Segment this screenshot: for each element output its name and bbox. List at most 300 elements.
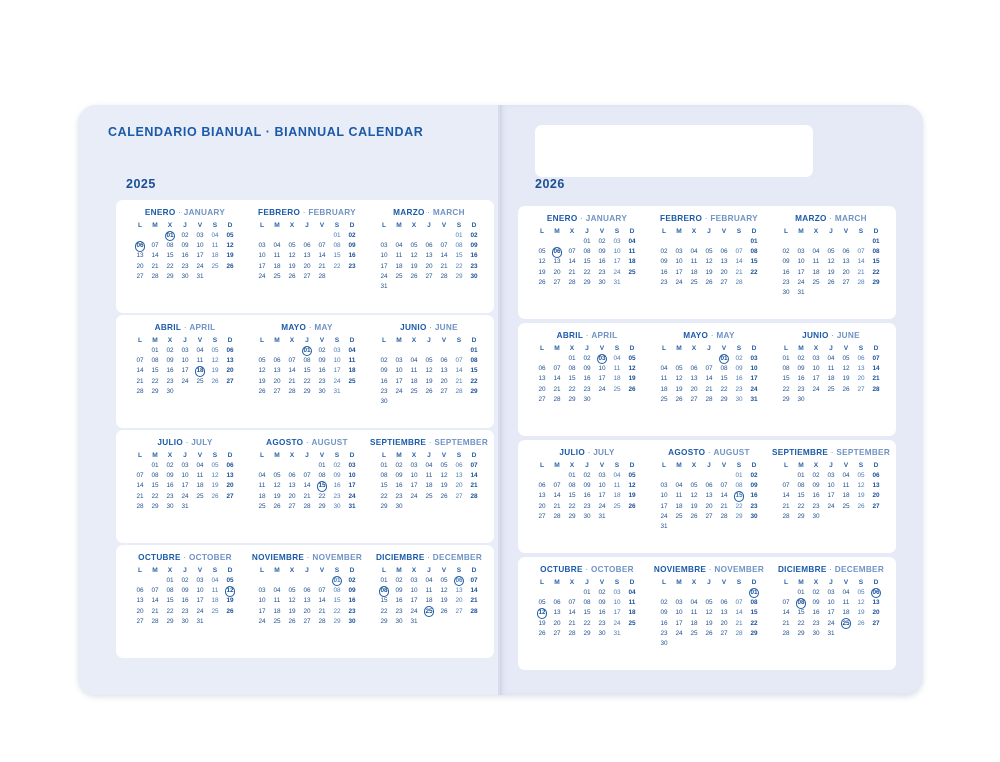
day-cell[interactable]: 09	[166, 472, 174, 480]
day-cell[interactable]: 18	[827, 375, 835, 383]
day-cell[interactable]: 16	[181, 597, 189, 605]
day-cell[interactable]: 07	[782, 599, 790, 607]
day-cell[interactable]: 03	[613, 589, 621, 596]
day-cell[interactable]: 13	[553, 609, 561, 617]
day-cell[interactable]: 13	[455, 587, 463, 595]
day-cell[interactable]: 10	[380, 252, 388, 260]
day-cell[interactable]: 25	[196, 492, 204, 500]
day-cell[interactable]: 29	[583, 278, 591, 286]
day-cell[interactable]: 20	[857, 375, 865, 383]
day-cell[interactable]: 11	[258, 482, 266, 490]
day-cell[interactable]: 18	[660, 385, 668, 393]
day-cell[interactable]: 22	[797, 502, 805, 510]
day-cell[interactable]: 01	[797, 589, 805, 596]
day-cell[interactable]: 26	[410, 272, 418, 280]
day-cell[interactable]: 01	[380, 462, 388, 469]
day-cell[interactable]: 25	[273, 272, 281, 280]
day-cell[interactable]: 29	[303, 387, 311, 395]
day-cell[interactable]: 01	[333, 232, 341, 239]
day-cell[interactable]: 24	[598, 385, 606, 393]
day-cell[interactable]: 06	[452, 576, 467, 586]
day-cell[interactable]: 02	[750, 472, 758, 479]
day-cell[interactable]: 24	[196, 262, 204, 270]
day-cell[interactable]: 28	[568, 278, 576, 286]
day-cell[interactable]: 25	[211, 262, 219, 270]
day-cell[interactable]: 07	[705, 365, 713, 373]
day-cell[interactable]: 16	[583, 492, 591, 500]
day-cell[interactable]: 28	[553, 512, 561, 520]
day-cell[interactable]: 21	[303, 492, 311, 500]
day-cell[interactable]: 21	[568, 268, 576, 276]
day-cell[interactable]: 08	[735, 482, 743, 490]
day-cell[interactable]: 21	[440, 262, 448, 270]
day-cell[interactable]: 05	[288, 242, 296, 250]
day-cell[interactable]: 01	[735, 472, 743, 479]
day-cell[interactable]: 31	[613, 629, 621, 637]
day-cell[interactable]: 11	[827, 365, 835, 373]
day-cell[interactable]: 19	[827, 268, 835, 276]
day-cell[interactable]: 10	[827, 482, 835, 490]
day-cell[interactable]: 15	[380, 482, 388, 490]
day-cell[interactable]: 10	[181, 357, 189, 365]
day-cell[interactable]: 05	[538, 599, 546, 607]
day-cell[interactable]: 10	[258, 252, 266, 260]
day-cell[interactable]: 02	[318, 347, 326, 354]
day-cell[interactable]: 14	[568, 609, 576, 617]
day-cell[interactable]: 13	[690, 375, 698, 383]
day-cell[interactable]: 22	[166, 262, 174, 270]
day-cell[interactable]: 11	[395, 252, 403, 260]
day-cell[interactable]: 18	[425, 482, 433, 490]
day-cell[interactable]: 15	[732, 491, 747, 501]
day-cell[interactable]: 02	[181, 577, 189, 584]
day-cell[interactable]: 19	[440, 482, 448, 490]
day-cell[interactable]: 26	[538, 629, 546, 637]
day-cell[interactable]: 31	[660, 522, 668, 530]
day-cell[interactable]: 28	[288, 387, 296, 395]
day-cell[interactable]: 16	[735, 375, 743, 383]
day-cell[interactable]: 17	[797, 268, 805, 276]
day-cell[interactable]: 11	[211, 242, 219, 250]
day-cell[interactable]: 11	[660, 375, 668, 383]
day-cell[interactable]: 12	[288, 252, 296, 260]
day-cell[interactable]: 22	[151, 492, 159, 500]
day-cell[interactable]: 07	[151, 587, 159, 595]
day-cell[interactable]: 11	[842, 599, 850, 607]
day-cell[interactable]: 29	[720, 395, 728, 403]
day-cell[interactable]: 10	[660, 492, 668, 500]
day-cell[interactable]: 25	[196, 377, 204, 385]
day-cell[interactable]: 19	[226, 252, 234, 260]
day-cell[interactable]: 12	[842, 365, 850, 373]
day-cell[interactable]: 20	[273, 377, 281, 385]
day-cell[interactable]: 24	[348, 492, 356, 500]
day-cell[interactable]: 25	[628, 268, 636, 276]
day-cell[interactable]: 24	[181, 492, 189, 500]
day-cell[interactable]: 19	[842, 375, 850, 383]
day-cell[interactable]: 12	[226, 242, 234, 250]
day-cell[interactable]: 25	[410, 387, 418, 395]
day-cell[interactable]: 29	[380, 502, 388, 510]
day-cell[interactable]: 23	[660, 629, 668, 637]
day-cell[interactable]: 30	[583, 512, 591, 520]
day-cell[interactable]: 18	[690, 619, 698, 627]
day-cell[interactable]: 11	[425, 587, 433, 595]
day-cell[interactable]: 26	[628, 502, 636, 510]
day-cell[interactable]: 26	[273, 502, 281, 510]
day-cell[interactable]: 26	[211, 492, 219, 500]
day-cell[interactable]: 22	[583, 619, 591, 627]
day-cell[interactable]: 15	[720, 375, 728, 383]
day-cell[interactable]: 16	[318, 367, 326, 375]
day-cell[interactable]: 29	[470, 387, 478, 395]
day-cell[interactable]: 04	[827, 355, 835, 362]
day-cell[interactable]: 25	[690, 278, 698, 286]
day-cell[interactable]: 03	[598, 472, 606, 479]
day-cell[interactable]: 20	[226, 367, 234, 375]
day-cell[interactable]: 13	[136, 252, 144, 260]
day-cell[interactable]: 01	[583, 589, 591, 596]
day-cell[interactable]: 20	[553, 619, 561, 627]
day-cell[interactable]: 18	[193, 366, 208, 376]
day-cell[interactable]: 18	[690, 268, 698, 276]
day-cell[interactable]: 05	[226, 232, 234, 239]
day-cell[interactable]: 13	[857, 365, 865, 373]
day-cell[interactable]: 17	[827, 492, 835, 500]
day-cell[interactable]: 11	[628, 599, 636, 607]
day-cell[interactable]: 17	[675, 268, 683, 276]
day-cell[interactable]: 24	[675, 278, 683, 286]
day-cell[interactable]: 11	[628, 248, 636, 256]
day-cell[interactable]: 01	[568, 355, 576, 362]
day-cell[interactable]: 21	[553, 385, 561, 393]
day-cell[interactable]: 27	[705, 512, 713, 520]
day-cell[interactable]: 15	[797, 609, 805, 617]
day-cell[interactable]: 24	[258, 617, 266, 625]
day-cell[interactable]: 24	[750, 385, 758, 393]
day-cell[interactable]: 02	[735, 355, 743, 362]
day-cell[interactable]: 26	[857, 619, 865, 627]
day-cell[interactable]: 28	[735, 629, 743, 637]
day-cell[interactable]: 15	[333, 597, 341, 605]
day-cell[interactable]: 02	[812, 472, 820, 479]
day-cell[interactable]: 07	[720, 482, 728, 490]
day-cell[interactable]: 06	[425, 242, 433, 250]
day-cell[interactable]: 03	[410, 462, 418, 469]
day-cell[interactable]: 29	[380, 617, 388, 625]
day-cell[interactable]: 13	[273, 367, 281, 375]
day-cell[interactable]: 30	[166, 387, 174, 395]
day-cell[interactable]: 09	[395, 587, 403, 595]
day-cell[interactable]: 02	[782, 248, 790, 256]
day-cell[interactable]: 06	[273, 357, 281, 365]
day-cell[interactable]: 22	[380, 492, 388, 500]
day-cell[interactable]: 17	[410, 597, 418, 605]
day-cell[interactable]: 03	[348, 462, 356, 469]
day-cell[interactable]: 08	[333, 242, 341, 250]
day-cell[interactable]: 17	[613, 258, 621, 266]
day-cell[interactable]: 13	[288, 482, 296, 490]
day-cell[interactable]: 07	[318, 587, 326, 595]
day-cell[interactable]: 25	[348, 377, 356, 385]
day-cell[interactable]: 19	[705, 619, 713, 627]
day-cell[interactable]: 20	[720, 619, 728, 627]
day-cell[interactable]: 23	[181, 262, 189, 270]
day-cell[interactable]: 07	[151, 242, 159, 250]
day-cell[interactable]: 06	[440, 357, 448, 365]
day-cell[interactable]: 17	[675, 619, 683, 627]
day-cell[interactable]: 26	[705, 629, 713, 637]
day-cell[interactable]: 27	[303, 617, 311, 625]
day-cell[interactable]: 15	[470, 367, 478, 375]
day-cell[interactable]: 17	[181, 482, 189, 490]
day-cell[interactable]: 15	[750, 609, 758, 617]
day-cell[interactable]: 17	[380, 262, 388, 270]
day-cell[interactable]: 29	[782, 395, 790, 403]
day-cell[interactable]: 08	[583, 599, 591, 607]
day-cell[interactable]: 04	[348, 347, 356, 354]
day-cell[interactable]: 05	[628, 355, 636, 362]
day-cell[interactable]: 15	[333, 252, 341, 260]
day-cell[interactable]: 19	[857, 492, 865, 500]
day-cell[interactable]: 13	[226, 472, 234, 480]
day-cell[interactable]: 27	[872, 619, 880, 627]
day-cell[interactable]: 21	[151, 607, 159, 615]
day-cell[interactable]: 18	[425, 597, 433, 605]
day-cell[interactable]: 04	[628, 238, 636, 245]
day-cell[interactable]: 07	[470, 462, 478, 469]
day-cell[interactable]: 10	[181, 472, 189, 480]
day-cell[interactable]: 20	[136, 262, 144, 270]
day-cell[interactable]: 20	[538, 502, 546, 510]
day-cell[interactable]: 06	[720, 248, 728, 256]
day-cell[interactable]: 13	[705, 492, 713, 500]
day-cell[interactable]: 30	[166, 502, 174, 510]
day-cell[interactable]: 13	[553, 258, 561, 266]
day-cell[interactable]: 05	[425, 357, 433, 365]
day-cell[interactable]: 05	[410, 242, 418, 250]
day-cell[interactable]: 01	[330, 576, 345, 586]
day-cell[interactable]: 02	[470, 232, 478, 239]
day-cell[interactable]: 15	[583, 258, 591, 266]
day-cell[interactable]: 20	[690, 385, 698, 393]
day-cell[interactable]: 16	[166, 482, 174, 490]
day-cell[interactable]: 04	[211, 577, 219, 584]
day-cell[interactable]: 13	[425, 252, 433, 260]
day-cell[interactable]: 07	[136, 357, 144, 365]
day-cell[interactable]: 08	[303, 357, 311, 365]
day-cell[interactable]: 29	[735, 512, 743, 520]
day-cell[interactable]: 11	[273, 252, 281, 260]
day-cell[interactable]: 25	[425, 492, 433, 500]
day-cell[interactable]: 08	[750, 248, 758, 256]
day-cell[interactable]: 09	[750, 482, 758, 490]
day-cell[interactable]: 28	[857, 278, 865, 286]
day-cell[interactable]: 28	[553, 395, 561, 403]
day-cell[interactable]: 26	[288, 272, 296, 280]
day-cell[interactable]: 28	[318, 617, 326, 625]
day-cell[interactable]: 19	[690, 502, 698, 510]
day-cell[interactable]: 05	[258, 357, 266, 365]
day-cell[interactable]: 16	[660, 268, 668, 276]
day-cell[interactable]: 29	[166, 272, 174, 280]
day-cell[interactable]: 06	[136, 587, 144, 595]
day-cell[interactable]: 28	[720, 512, 728, 520]
day-cell[interactable]: 05	[440, 577, 448, 584]
day-cell[interactable]: 12	[211, 357, 219, 365]
day-cell[interactable]: 27	[553, 278, 561, 286]
day-cell[interactable]: 12	[705, 609, 713, 617]
day-cell[interactable]: 18	[273, 262, 281, 270]
day-cell[interactable]: 22	[470, 377, 478, 385]
day-cell[interactable]: 01	[380, 577, 388, 584]
day-cell[interactable]: 30	[812, 512, 820, 520]
day-cell[interactable]: 08	[333, 587, 341, 595]
day-cell[interactable]: 22	[797, 619, 805, 627]
day-cell[interactable]: 16	[166, 367, 174, 375]
day-cell[interactable]: 02	[166, 347, 174, 354]
day-cell[interactable]: 23	[583, 385, 591, 393]
day-cell[interactable]: 06	[538, 365, 546, 373]
day-cell[interactable]: 17	[395, 377, 403, 385]
day-cell[interactable]: 01	[455, 232, 463, 239]
day-cell[interactable]: 20	[226, 482, 234, 490]
day-cell[interactable]: 27	[872, 502, 880, 510]
day-cell[interactable]: 17	[613, 609, 621, 617]
day-cell[interactable]: 05	[705, 248, 713, 256]
day-cell[interactable]: 28	[872, 385, 880, 393]
day-cell[interactable]: 01	[151, 347, 159, 354]
day-cell[interactable]: 25	[273, 617, 281, 625]
day-cell[interactable]: 30	[395, 502, 403, 510]
day-cell[interactable]: 20	[425, 262, 433, 270]
day-cell[interactable]: 19	[628, 375, 636, 383]
day-cell[interactable]: 28	[151, 617, 159, 625]
notes-box[interactable]	[535, 125, 813, 177]
day-cell[interactable]: 23	[395, 607, 403, 615]
day-cell[interactable]: 12	[628, 365, 636, 373]
day-cell[interactable]: 05	[857, 589, 865, 596]
day-cell[interactable]: 02	[166, 462, 174, 469]
day-cell[interactable]: 13	[720, 609, 728, 617]
day-cell[interactable]: 04	[410, 357, 418, 365]
day-cell[interactable]: 24	[613, 268, 621, 276]
day-cell[interactable]: 29	[797, 629, 805, 637]
day-cell[interactable]: 15	[380, 597, 388, 605]
day-cell[interactable]: 05	[211, 462, 219, 469]
day-cell[interactable]: 12	[258, 367, 266, 375]
day-cell[interactable]: 30	[797, 395, 805, 403]
day-cell[interactable]: 04	[690, 248, 698, 256]
day-cell[interactable]: 09	[782, 258, 790, 266]
day-cell[interactable]: 26	[211, 377, 219, 385]
day-cell[interactable]: 22	[151, 377, 159, 385]
day-cell[interactable]: 24	[675, 629, 683, 637]
day-cell[interactable]: 29	[568, 512, 576, 520]
day-cell[interactable]: 19	[288, 262, 296, 270]
day-cell[interactable]: 27	[226, 377, 234, 385]
day-cell[interactable]: 30	[598, 629, 606, 637]
day-cell[interactable]: 14	[857, 258, 865, 266]
day-cell[interactable]: 26	[675, 395, 683, 403]
day-cell[interactable]: 02	[181, 232, 189, 239]
day-cell[interactable]: 03	[660, 482, 668, 490]
day-cell[interactable]: 16	[750, 492, 758, 500]
day-cell[interactable]: 06	[303, 242, 311, 250]
day-cell[interactable]: 15	[166, 597, 174, 605]
day-cell[interactable]: 22	[333, 607, 341, 615]
day-cell[interactable]: 02	[583, 472, 591, 479]
day-cell[interactable]: 09	[735, 365, 743, 373]
day-cell[interactable]: 08	[470, 357, 478, 365]
day-cell[interactable]: 22	[380, 607, 388, 615]
day-cell[interactable]: 20	[705, 502, 713, 510]
day-cell[interactable]: 06	[842, 248, 850, 256]
day-cell[interactable]: 21	[782, 502, 790, 510]
day-cell[interactable]: 11	[273, 597, 281, 605]
day-cell[interactable]: 26	[226, 262, 234, 270]
day-cell[interactable]: 05	[675, 365, 683, 373]
day-cell[interactable]: 26	[440, 607, 448, 615]
day-cell[interactable]: 07	[553, 365, 561, 373]
day-cell[interactable]: 27	[842, 278, 850, 286]
day-cell[interactable]: 16	[812, 492, 820, 500]
day-cell[interactable]: 17	[258, 607, 266, 615]
day-cell[interactable]: 28	[470, 607, 478, 615]
day-cell[interactable]: 07	[303, 472, 311, 480]
day-cell[interactable]: 19	[211, 367, 219, 375]
day-cell[interactable]: 11	[410, 367, 418, 375]
day-cell[interactable]: 18	[348, 367, 356, 375]
day-cell[interactable]: 04	[211, 232, 219, 239]
day-cell[interactable]: 12	[705, 258, 713, 266]
day-cell[interactable]: 16	[660, 619, 668, 627]
day-cell[interactable]: 28	[136, 387, 144, 395]
day-cell[interactable]: 27	[136, 617, 144, 625]
day-cell[interactable]: 10	[613, 599, 621, 607]
day-cell[interactable]: 05	[226, 577, 234, 584]
day-cell[interactable]: 25	[613, 502, 621, 510]
day-cell[interactable]: 28	[440, 272, 448, 280]
day-cell[interactable]: 23	[812, 502, 820, 510]
day-cell[interactable]: 27	[720, 629, 728, 637]
day-cell[interactable]: 02	[812, 589, 820, 596]
day-cell[interactable]: 29	[872, 278, 880, 286]
day-cell[interactable]: 21	[136, 492, 144, 500]
day-cell[interactable]: 27	[226, 492, 234, 500]
day-cell[interactable]: 20	[553, 268, 561, 276]
day-cell[interactable]: 09	[318, 357, 326, 365]
day-cell[interactable]: 22	[735, 502, 743, 510]
day-cell[interactable]: 03	[595, 354, 610, 364]
day-cell[interactable]: 13	[303, 252, 311, 260]
day-cell[interactable]: 14	[553, 492, 561, 500]
day-cell[interactable]: 25	[660, 395, 668, 403]
day-cell[interactable]: 26	[440, 492, 448, 500]
day-cell[interactable]: 12	[440, 587, 448, 595]
day-cell[interactable]: 03	[613, 238, 621, 245]
day-cell[interactable]: 27	[538, 395, 546, 403]
day-cell[interactable]: 03	[181, 462, 189, 469]
day-cell[interactable]: 04	[425, 462, 433, 469]
day-cell[interactable]: 29	[455, 272, 463, 280]
day-cell[interactable]: 16	[395, 482, 403, 490]
day-cell[interactable]: 08	[151, 357, 159, 365]
day-cell[interactable]: 16	[395, 597, 403, 605]
day-cell[interactable]: 06	[455, 462, 463, 469]
day-cell[interactable]: 10	[598, 365, 606, 373]
day-cell[interactable]: 21	[288, 377, 296, 385]
